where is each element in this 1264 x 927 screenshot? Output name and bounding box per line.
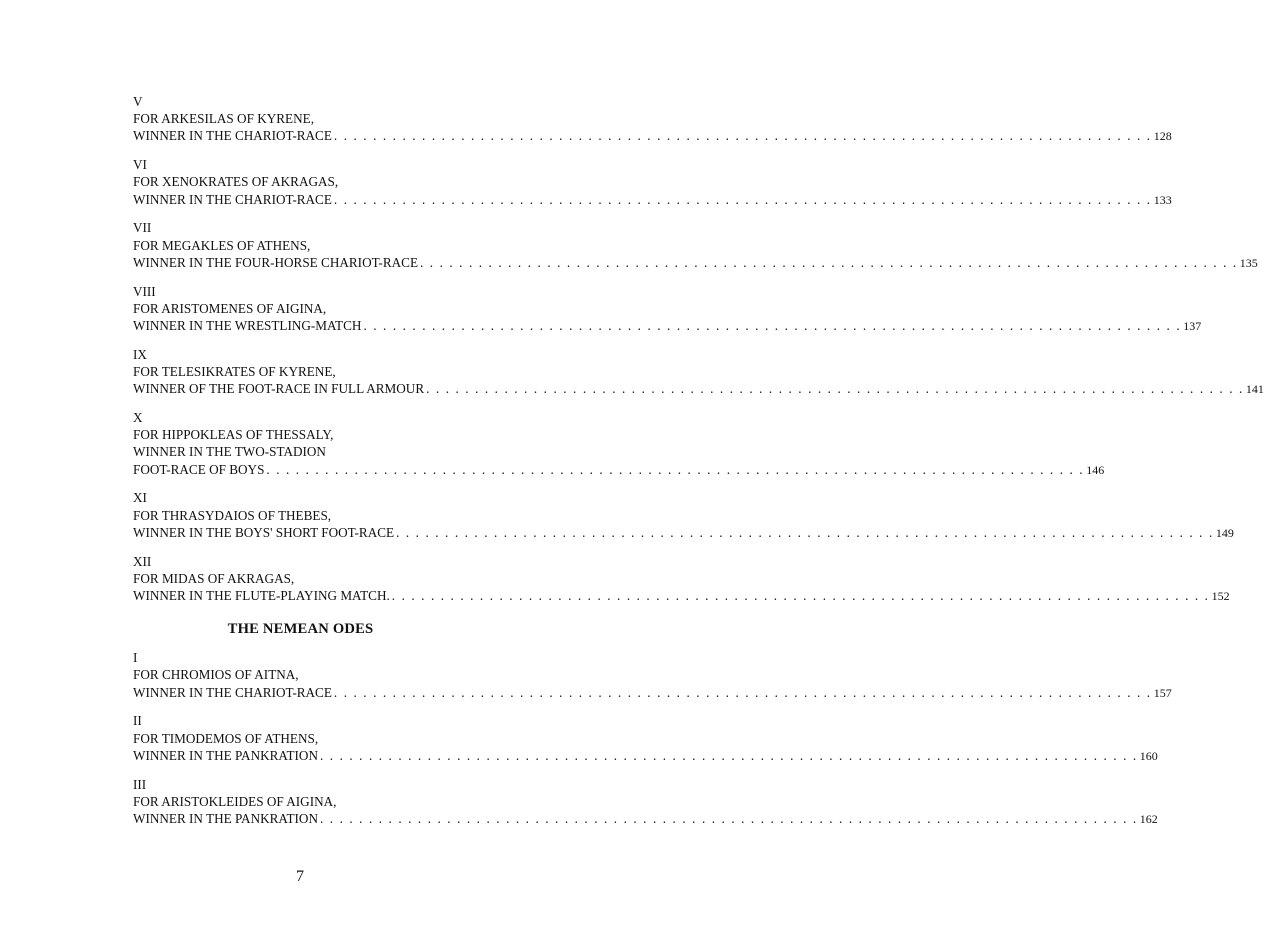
pythian-entry-x — [133, 409, 1105, 479]
dot-leader: . . . . . . . . . . . . . . . . . . . . . . . . . . . . . . . . . . . . . . . . . . . . . . . . . . . . . . . . . . . . . . . . . . . . . . . . . . . . . . . . . . . . — [319, 747, 1138, 763]
ode-number: VIII — [133, 283, 156, 299]
ode-event: WINNER IN THE CHARIOT-RACE — [133, 128, 332, 144]
ode-number: II — [133, 713, 142, 729]
ode-leader-line — [133, 810, 1158, 828]
nemean-entry-i — [133, 649, 1172, 702]
ode-leader-line — [133, 461, 1105, 479]
pythian-entry-vii — [133, 219, 1258, 272]
ode-event: WINNER IN THE FLUTE-PLAYING MATCH. — [133, 588, 390, 604]
ode-event: WINNER OF THE FOOT-RACE IN FULL ARMOUR — [133, 381, 425, 397]
dot-leader: . . . . . . . . . . . . . . . . . . . . . . . . . . . . . . . . . . . . . . . . . . . . . . . . . . . . . . . . . . . . . . . . . . . . . . . . . . . . . . . . . . . . — [363, 318, 1182, 334]
ode-number: XI — [133, 490, 147, 506]
nemean-entry-ii — [133, 712, 1158, 765]
ode-dedication: FOR MEGAKLES OF ATHENS, — [133, 237, 311, 253]
pythian-entry-xi — [133, 489, 1234, 542]
ode-page-number: 137 — [1183, 319, 1202, 334]
ode-number: X — [133, 410, 143, 426]
ode-page-number: 149 — [1215, 525, 1234, 540]
ode-leader-line — [133, 127, 1172, 145]
ode-page-number: 152 — [1211, 589, 1230, 604]
ode-page-number: 128 — [1153, 129, 1172, 144]
nemean-odes-heading: THE NEMEAN ODES — [227, 621, 374, 638]
pythian-entry-viii — [133, 283, 1202, 336]
ode-page-number: 133 — [1153, 192, 1172, 207]
dot-leader: . . . . . . . . . . . . . . . . . . . . . . . . . . . . . . . . . . . . . . . . . . . . . . . . . . . . . . . . . . . . . . . . . . . . . . . . . . . . . . . . . . . . — [426, 381, 1244, 397]
ode-event: WINNER IN THE FOUR-HORSE CHARIOT-RACE — [133, 254, 418, 270]
ode-event: WINNER IN THE PANKRATION — [133, 747, 318, 763]
ode-dedication: FOR TELESIKRATES OF KYRENE, — [133, 364, 336, 380]
ode-leader-line — [133, 524, 1234, 542]
ode-number: I — [133, 650, 138, 666]
ode-number: VI — [133, 157, 147, 173]
pythian-entry-vi — [133, 156, 1172, 209]
ode-leader-line — [133, 747, 1158, 765]
ode-page-number: 141 — [1245, 382, 1264, 397]
ode-event: WINNER IN THE BOYS' SHORT FOOT-RACE — [133, 524, 395, 540]
pythian-entry-xii — [133, 553, 1230, 606]
dot-leader: . . . . . . . . . . . . . . . . . . . . . . . . . . . . . . . . . . . . . . . . . . . . . . . . . . . . . . . . . . . . . . . . . . . . . . . . . . . . . . . . . . . . — [333, 128, 1152, 144]
pythian-entry-ix — [133, 346, 1264, 399]
ode-dedication: FOR XENOKRATES OF AKRAGAS, — [133, 174, 339, 190]
ode-page-number: 157 — [1153, 685, 1172, 700]
ode-leader-line — [133, 380, 1264, 398]
ode-dedication: FOR THRASYDAIOS OF THEBES, — [133, 507, 332, 523]
dot-leader: . . . . . . . . . . . . . . . . . . . . . . . . . . . . . . . . . . . . . . . . . . . . . . . . . . . . . . . . . . . . . . . . . . . . . . . . . . . . . . . . . . . . — [319, 811, 1138, 827]
ode-page-number: 162 — [1139, 812, 1158, 827]
ode-event: WINNER IN THE WRESTLING-MATCH — [133, 318, 362, 334]
ode-event-line: WINNER IN THE TWO-STADION — [133, 444, 326, 460]
ode-number: III — [133, 776, 147, 792]
ode-leader-line — [133, 587, 1230, 605]
dot-leader: . . . . . . . . . . . . . . . . . . . . . . . . . . . . . . . . . . . . . . . . . . . . . . . . . . . . . . . . . . . . . . . . . . . . . . . . . . . . . . . . . . . . — [333, 191, 1152, 207]
ode-number: V — [133, 94, 143, 109]
dot-leader: . . . . . . . . . . . . . . . . . . . . . . . . . . . . . . . . . . . . . . . . . . . . . . . . . . . . . . . . . . . . . . . . . . . . . . . . . . . . . . . . . . . . — [266, 461, 1085, 477]
page-number: 7 — [296, 868, 304, 885]
dot-leader: . . . . . . . . . . . . . . . . . . . . . . . . . . . . . . . . . . . . . . . . . . . . . . . . . . . . . . . . . . . . . . . . . . . . . . . . . . . . . . . . . . . . — [420, 254, 1238, 270]
dot-leader: . . . . . . . . . . . . . . . . . . . . . . . . . . . . . . . . . . . . . . . . . . . . . . . . . . . . . . . . . . . . . . . . . . . . . . . . . . . . . . . . . . . . — [391, 588, 1210, 604]
ode-extra-lines — [133, 443, 468, 460]
nemean-entry-iii — [133, 776, 1158, 829]
ode-page-number: 160 — [1139, 748, 1158, 763]
ode-number: XII — [133, 553, 152, 569]
ode-leader-line — [133, 191, 1172, 209]
ode-event: WINNER IN THE CHARIOT-RACE — [133, 684, 332, 700]
dot-leader: . . . . . . . . . . . . . . . . . . . . . . . . . . . . . . . . . . . . . . . . . . . . . . . . . . . . . . . . . . . . . . . . . . . . . . . . . . . . . . . . . . . . — [333, 684, 1152, 700]
ode-leader-line — [133, 684, 1172, 702]
ode-event: FOOT-RACE OF BOYS — [133, 461, 265, 477]
ode-number: IX — [133, 346, 147, 362]
ode-dedication: FOR TIMODEMOS OF ATHENS, — [133, 730, 319, 746]
dot-leader: . . . . . . . . . . . . . . . . . . . . . . . . . . . . . . . . . . . . . . . . . . . . . . . . . . . . . . . . . . . . . . . . . . . . . . . . . . . . . . . . . . . . — [396, 524, 1214, 540]
ode-number: VII — [133, 220, 152, 236]
pythian-entry-v — [133, 93, 1172, 146]
ode-dedication: FOR ARKESILAS OF KYRENE, — [133, 111, 314, 127]
ode-event: WINNER IN THE PANKRATION — [133, 811, 318, 827]
pythian-entries-list — [133, 93, 1264, 605]
ode-dedication: FOR ARISTOMENES OF AIGINA, — [133, 300, 327, 316]
ode-page-number: 146 — [1086, 462, 1105, 477]
ode-leader-line — [133, 317, 1202, 335]
table-of-contents — [133, 93, 1264, 839]
ode-dedication: FOR MIDAS OF AKRAGAS, — [133, 570, 295, 586]
ode-dedication: FOR HIPPOKLEAS OF THESSALY, — [133, 427, 334, 443]
nemean-entries-list — [133, 649, 1172, 828]
ode-dedication: FOR CHROMIOS OF AITNA, — [133, 667, 299, 683]
ode-dedication: FOR ARISTOKLEIDES OF AIGINA, — [133, 793, 337, 809]
ode-event: WINNER IN THE CHARIOT-RACE — [133, 191, 332, 207]
ode-leader-line — [133, 254, 1258, 272]
ode-page-number: 135 — [1239, 255, 1258, 270]
